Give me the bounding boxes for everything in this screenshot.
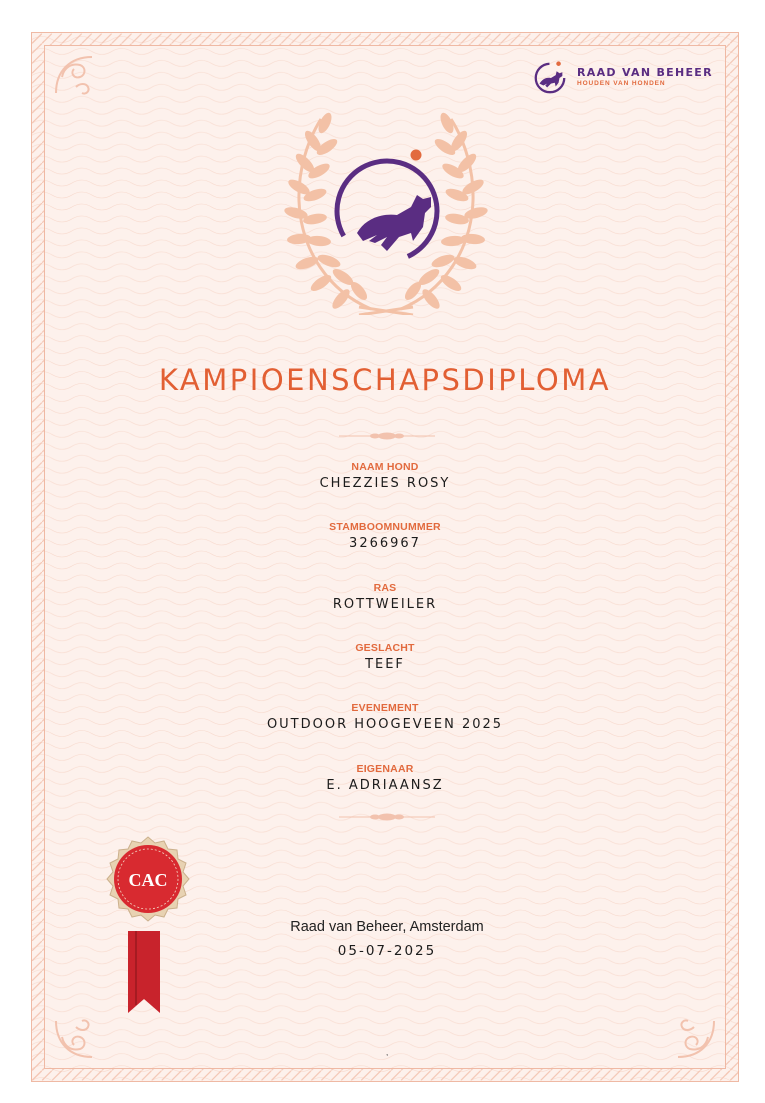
certificate-sheet xyxy=(31,32,739,1082)
field-value: ROTTWEILER xyxy=(332,597,438,612)
field-label: EIGENAAR xyxy=(356,763,414,775)
corner-ornament-icon xyxy=(52,53,96,97)
dog-logo-icon xyxy=(531,57,569,97)
field-value: E. ADRIAANSZ xyxy=(326,778,444,793)
issue-place: Raad van Beheer, Amsterdam xyxy=(290,919,484,935)
ornament-divider-icon xyxy=(337,812,437,822)
brand-logo xyxy=(531,55,721,99)
field-event xyxy=(32,702,738,734)
field-label: NAAM HOND xyxy=(351,461,419,473)
field-sex xyxy=(32,642,738,674)
field-value: OUTDOOR HOOGEVEEN 2025 xyxy=(266,717,504,732)
brand-tagline: HOUDEN VAN HONDEN xyxy=(577,79,666,87)
field-label: STAMBOOMNUMMER xyxy=(329,521,441,533)
field-breed xyxy=(32,582,738,614)
seal-text: CAC xyxy=(128,870,168,890)
field-label: RAS xyxy=(373,582,397,594)
field-pedigree-number xyxy=(32,521,738,553)
field-value: TEEF xyxy=(365,657,405,672)
field-value: 3266967 xyxy=(349,536,421,551)
field-value: CHEZZIES ROSY xyxy=(319,476,451,491)
field-dog-name xyxy=(32,461,738,493)
brand-name: RAAD VAN BEHEER xyxy=(577,65,713,79)
certificate-title: KAMPIOENSCHAPSDIPLOMA xyxy=(158,363,612,397)
rosette-seal-icon xyxy=(92,835,204,1017)
corner-ornament-icon xyxy=(674,1017,718,1061)
issue-date: 05-07-2025 xyxy=(337,943,437,959)
footer-mark: , xyxy=(386,1048,389,1057)
field-label: GESLACHT xyxy=(355,642,415,654)
field-label: EVENEMENT xyxy=(351,702,419,714)
laurel-emblem-icon xyxy=(279,111,493,315)
corner-ornament-icon xyxy=(52,1017,96,1061)
field-owner xyxy=(32,763,738,795)
ornament-divider-icon xyxy=(337,431,437,441)
